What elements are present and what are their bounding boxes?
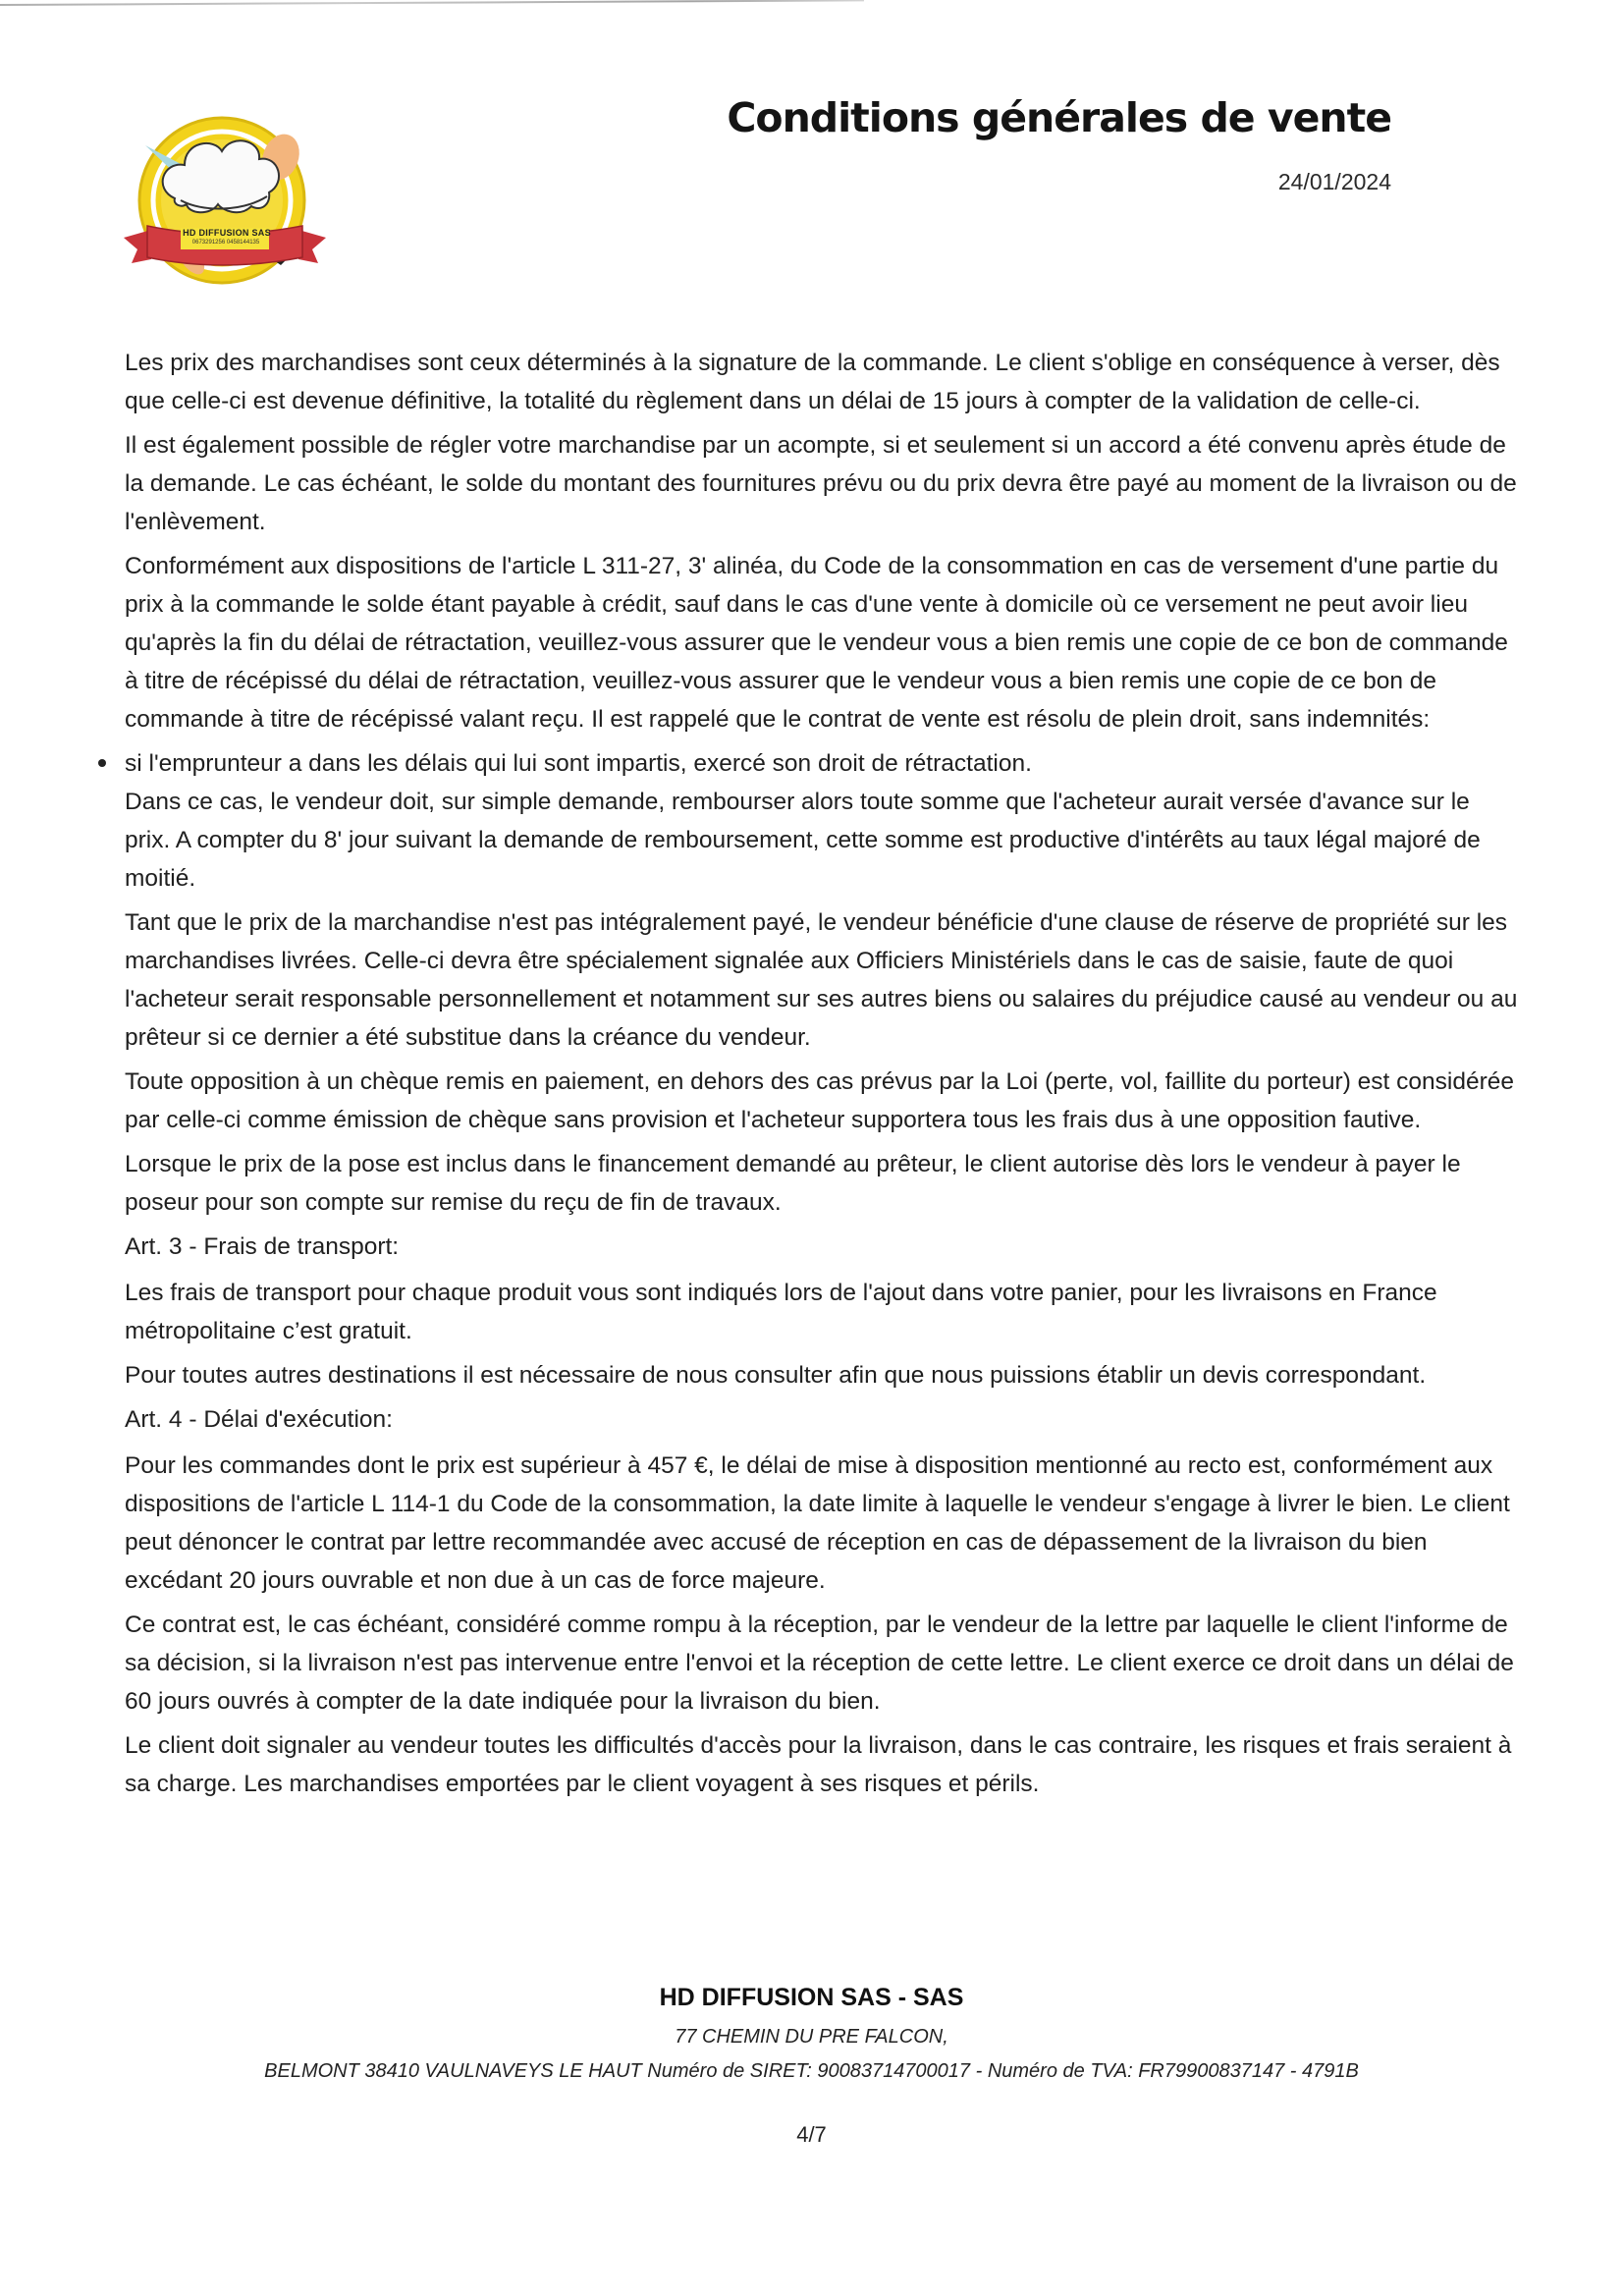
- article-4-heading: Art. 4 - Délai d'exécution:: [125, 1406, 393, 1433]
- paragraph-deposit: Il est également possible de régler votre marchandise par un acompte, si et seulement si un accord a été convenu après étude de la demande. Le cas échéant, le solde du montant des fournitures prévu ou du prix devra être payé au moment de la livraison ou de l'enlèvement.: [125, 432, 1517, 535]
- article-4-paragraph: Le client doit signaler au vendeur toutes les difficultés d'accès pour la livraison, dans le cas contraire, les risques et frais seraient à sa charge. Les marchandises emportées par le client voyagent à ses risques et périls.: [125, 1732, 1512, 1797]
- list-item-retractation: [125, 744, 1519, 898]
- page-number: 4/7: [796, 2122, 827, 2147]
- article-3-paragraph: Pour toutes autres destinations il est nécessaire de nous consulter afin que nous puissions établir un devis correspondant.: [125, 1362, 1427, 1389]
- paragraph-article-l311: Conformément aux dispositions de l'article L 311-27, 3' alinéa, du Code de la consommation en cas de versement d'une partie du prix à la commande le solde étant payable à crédit, sauf dans le cas d'une vente à domicile où ce versement ne peut avoir lieu qu'après la fin du délai de rétractation, veuillez-vous assurer que le vendeur vous a bien remis une copie de ce bon de commande à titre de récépissé du délai de rétractation, veuillez-vous assurer que le vendeur vous a bien remis une copie de ce bon de commande à titre de récépissé valant reçu. Il est rappelé que le contrat de vente est résolu de plein droit, sans indemnités:: [125, 553, 1508, 733]
- logo-banner-phones: 0673291256 0458144135: [191, 240, 260, 246]
- footer-company-name: HD DIFFUSION SAS - SAS: [659, 1984, 964, 2011]
- footer-address-line-2: BELMONT 38410 VAULNAVEYS LE HAUT Numéro de SIRET: 90083714700017 - Numéro de TVA: FR79900837147 - 4791B: [264, 2060, 1359, 2082]
- scan-edge-line: [0, 0, 864, 6]
- article-4-paragraph: Ce contrat est, le cas échéant, considéré comme rompu à la réception, par le vendeur de la lettre par laquelle le client l'informe de sa décision, si la livraison n'est pas intervenue entre l'envoi et la réception de cette lettre. Le client exerce ce droit dans un délai de 60 jours ouvrés à compter de la date indiquée pour la livraison du bien.: [125, 1612, 1514, 1715]
- paragraph-pose: Lorsque le prix de la pose est inclus dans le financement demandé au prêteur, le client autorise dès lors le vendeur à payer le poseur pour son compte sur remise du reçu de fin de travaux.: [125, 1151, 1461, 1216]
- document-footer: [0, 1984, 1623, 2148]
- document-date: 24/01/2024: [1277, 169, 1391, 194]
- bullet-icon: [98, 759, 106, 767]
- paragraph-price: Les prix des marchandises sont ceux déterminés à la signature de la commande. Le client s'oblige en conséquence à verser, dès que celle-ci est devenue définitive, la totalité du règlement dans un délai de 15 jours à compter de la validation de celle-ci.: [125, 350, 1500, 414]
- paragraph-opposition-cheque: Toute opposition à un chèque remis en paiement, en dehors des cas prévus par la Loi (perte, vol, faillite du porteur) est considérée par celle-ci comme émission de chèque sans provision et l'acheteur supportera tous les frais dus à une opposition fautive.: [125, 1068, 1515, 1133]
- bullet-first-line: si l'emprunteur a dans les délais qui lui sont impartis, exercé son droit de rétractation.: [125, 750, 1032, 777]
- bullet-continuation: Dans ce cas, le vendeur doit, sur simple demande, rembourser alors toute somme que l'acheteur aurait versée d'avance sur le prix. A compter du 8' jour suivant la demande de remboursement, cette somme est productive d'intérêts au taux légal majoré de moitié.: [125, 789, 1481, 892]
- document-body: [125, 344, 1519, 1809]
- footer-address-line-1: 77 CHEMIN DU PRE FALCON,: [675, 2026, 948, 2048]
- page-title: Conditions générales de vente: [727, 94, 1391, 141]
- article-4-paragraph: Pour les commandes dont le prix est supérieur à 457 €, le délai de mise à disposition mentionné au recto est, conformément aux dispositions de l'article L 114-1 du Code de la consommation, la date limite à laquelle le vendeur s'engage à livrer le bien. Le client peut dénoncer le contrat par lettre recommandée avec accusé de réception en cas de dépassement de la livraison du bien excédant 20 jours ouvrable et non due à un cas de force majeure.: [125, 1452, 1510, 1594]
- company-logo: [124, 110, 326, 297]
- paragraph-reserve-propriete: Tant que le prix de la marchandise n'est pas intégralement payé, le vendeur bénéficie d'une clause de réserve de propriété sur les marchandises livrées. Celle-ci devra être spécialement signalée aux Officiers Ministériels dans le cas de saisie, faute de quoi l'acheteur serait responsable personnellement et notamment sur ses autres biens ou salaires du préjudice causé au vendeur ou au prêteur si ce dernier a été substitue dans la créance du vendeur.: [125, 909, 1518, 1051]
- logo-banner-text: HD DIFFUSION SAS: [183, 228, 271, 238]
- chef-hat-logo-icon: [124, 110, 326, 297]
- article-3-heading: Art. 3 - Frais de transport:: [125, 1233, 400, 1260]
- article-3-paragraph: Les frais de transport pour chaque produit vous sont indiqués lors de l'ajout dans votre panier, pour les livraisons en France métropolitaine c’est gratuit.: [125, 1280, 1437, 1344]
